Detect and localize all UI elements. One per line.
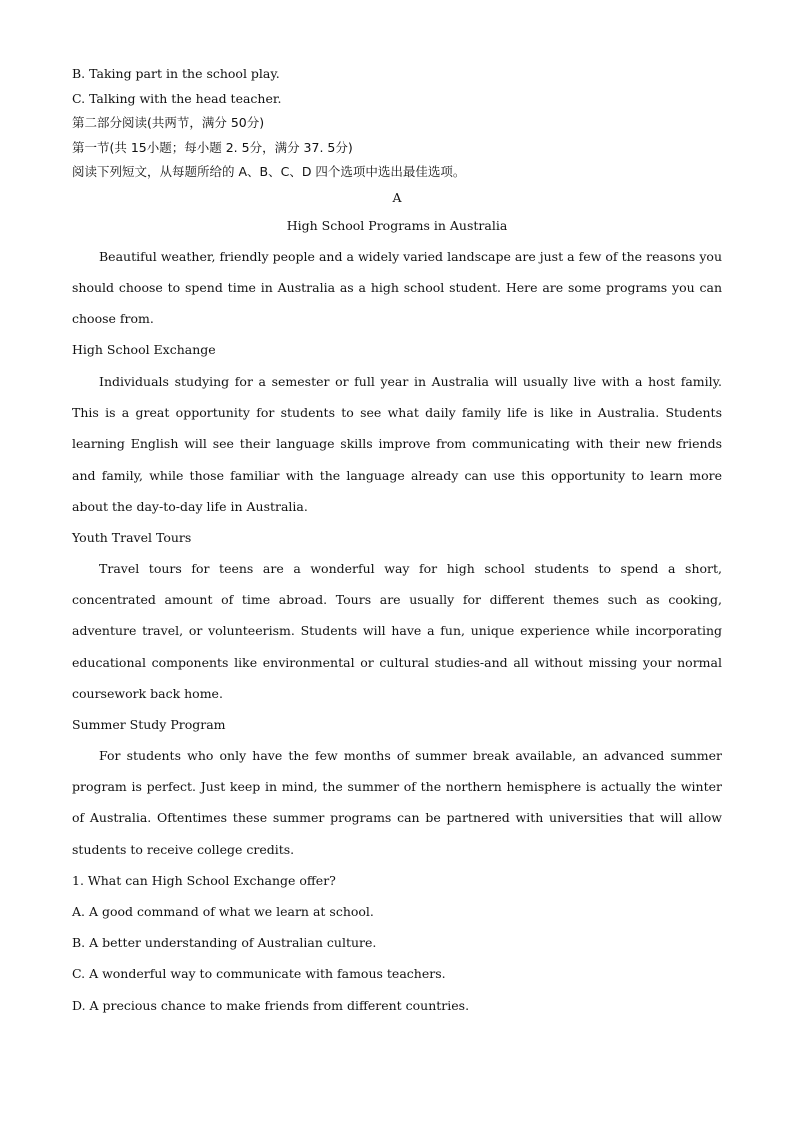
program-heading-summer: Summer Study Program [72,717,226,732]
question-stem: 1. What can High School Exchange offer? [72,873,336,888]
question-option-c: C. A wonderful way to communicate with famous teachers. [72,966,446,981]
question-option-a: A. A good command of what we learn at school. [72,904,374,919]
intro-paragraph: Beautiful weather, friendly people and a widely varied landscape are just a few of the reasons you should choose to spend time in Australia as a high school student. Here are some programs you can choose from. [72,249,722,327]
option-c-previous: C. Talking with the head teacher. [72,91,282,106]
program-heading-exchange: High School Exchange [72,342,216,357]
program-text-exchange: Individuals studying for a semester or full year in Australia will usually live with a host family. This is a great opportunity for students to see what daily family life is like in Australia. Students learning English will see their language skills improve from communicating with their new friends and family, while those familiar with the language already can use this opportunity to learn more about the day-to-day life in Australia. [72,374,722,514]
program-heading-tours: Youth Travel Tours [72,530,192,545]
passage-label: A [392,190,402,205]
option-b-previous: B. Taking part in the school play. [72,66,280,81]
program-text-summer: For students who only have the few months of summer break available, an advanced summer program is perfect. Just keep in mind, the summer of the northern hemisphere is actually the winter of Australia. Oftentimes these summer programs can be partnered with universities that will allow students to receive college credits. [72,748,722,857]
instruction: 阅读下列短文，从每题所给的 A、B、C、D 四个选项中选出最佳选项。 [72,164,466,179]
question-option-d: D. A precious chance to make friends from different countries. [72,998,470,1013]
subsection-heading: 第一节(共 15小题；每小题 2. 5分，满分 37. 5分) [72,140,353,155]
passage-title: High School Programs in Australia [286,218,508,233]
program-text-tours: Travel tours for teens are a wonderful way for high school students to spend a short, concentrated amount of time abroad. Tours are usually for different themes such as cooking, adventure travel, or volunteerism. Students will have a fun, unique experience while incorporating educational components like environmental or cultural studies-and all without missing your normal coursework back home. [72,561,722,701]
question-option-b: B. A better understanding of Australian culture. [72,935,377,950]
part-heading: 第二部分阅读(共两节，满分 50分) [72,115,265,130]
